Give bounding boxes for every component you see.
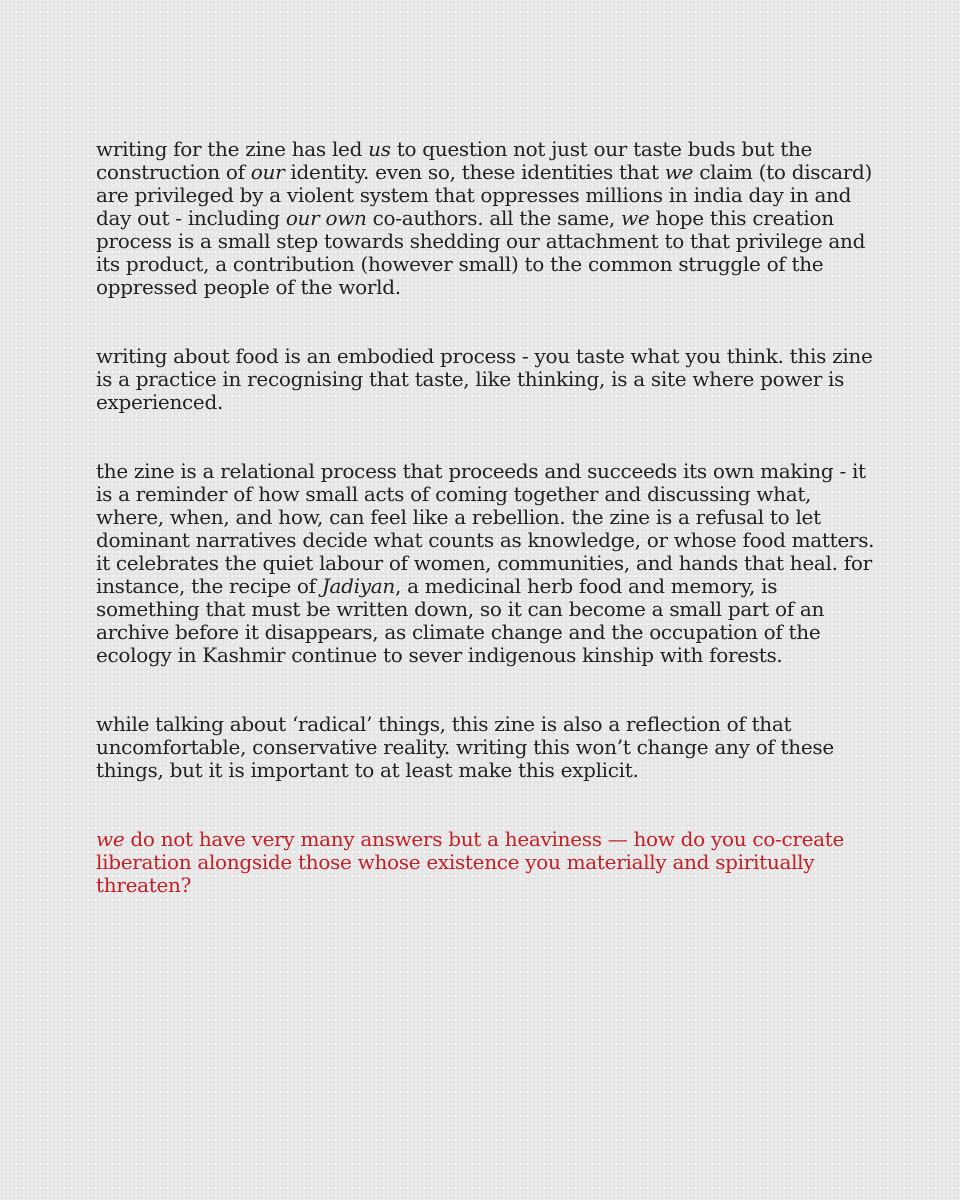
text-segment: identity. even so, these identities that [284, 160, 665, 184]
text-segment: , a medicinal herb food and memory, is something that must be written down, so it can become a small part of an archive before it disappears, as climate change and the occupation of the ecology in Kashmir continue to sever indigenous kinship with forests. [96, 574, 825, 667]
italic-segment: we [664, 160, 694, 184]
italic-segment: us [368, 137, 391, 161]
italic-segment: our own [285, 206, 367, 230]
text-segment: while talking about ‘radical’ things, this zine is also a reflection of that uncomfortable, conservative reality. writing this won’t change any of these things, but it is important to at least make this explicit. [96, 712, 834, 782]
text-segment: do not have very many answers but a heaviness — how do you co-create liberation alongside those whose existence you materially and spiritually threaten? [96, 827, 845, 897]
text-segment: writing about food is an embodied process - you taste what you think. this zine is a practice in recognising that taste, like thinking, is a site where power is experienced. [96, 344, 873, 414]
text-segment: claim (to discard) are privileged by a violent system that oppresses millions in india day in and day out - including [96, 160, 873, 230]
paragraph-closing-question [96, 805, 876, 897]
italic-segment: Jadiyan [321, 574, 395, 598]
text-segment: to question not just our taste buds but the construction of [96, 137, 813, 184]
text-segment: co-authors. all the same, [366, 206, 622, 230]
text-segment: writing for the zine has led [96, 137, 369, 161]
paragraph-relational-process [96, 437, 876, 667]
zine-text-page [96, 115, 876, 920]
text-segment: the zine is a relational process that proceeds and succeeds its own making - it is a reminder of how small acts of coming together and discussing what, where, when, and how, can feel like a rebellion. the zine is a refusal to let dominant narratives decide what counts as knowledge, or whose food matters. it celebrates the quiet labour of women, communities, and hands that heal. for instance, the recipe of [96, 459, 875, 598]
italic-segment: we [96, 827, 125, 851]
italic-segment: we [621, 206, 650, 230]
text-segment: hope this creation process is a small step towards shedding our attachment to that privilege and its product, a contribution (however small) to the common struggle of the oppressed people of the world. [96, 206, 866, 299]
paragraph-reflection [96, 690, 876, 782]
paragraph-privilege [96, 115, 876, 299]
paragraph-embodied-process [96, 322, 876, 414]
italic-segment: our [250, 160, 285, 184]
